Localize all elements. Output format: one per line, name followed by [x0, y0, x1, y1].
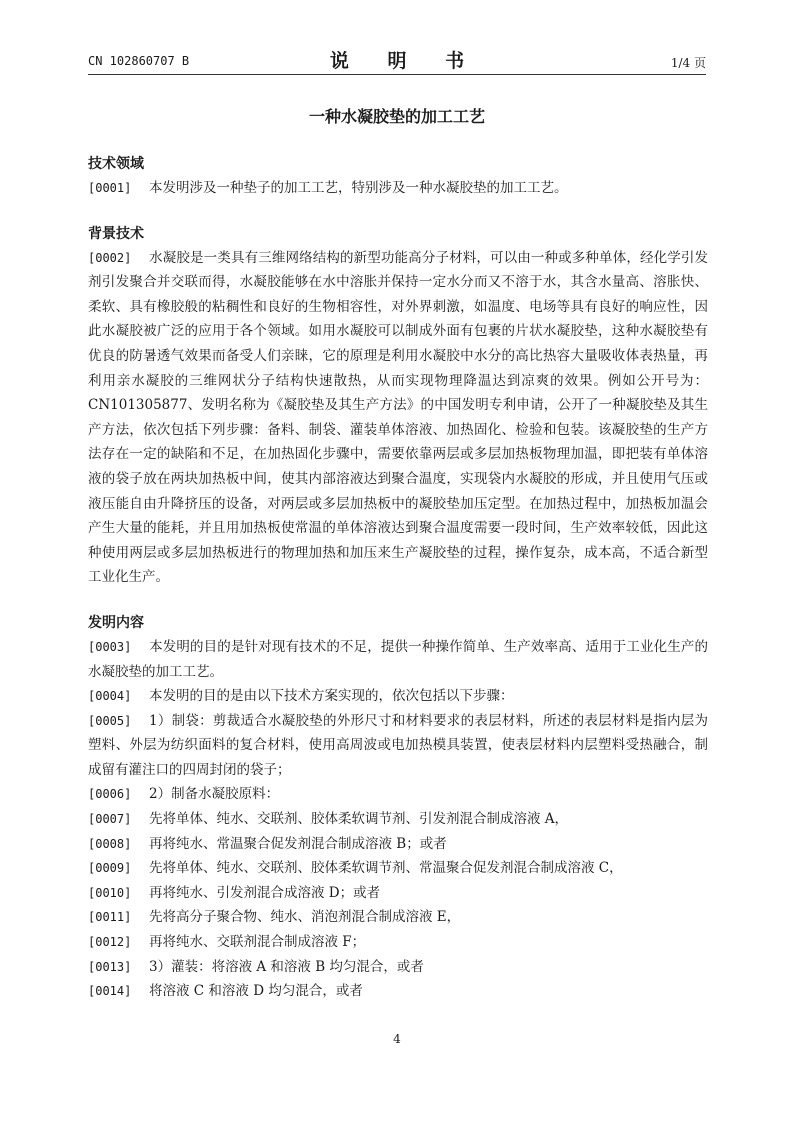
paragraph-text: 1）制袋：剪裁适合水凝胶垫的外形尺寸和材料要求的表层材料，所述的表层材料是指内层为塑料、外层为纺织面料的复合材料，使用高周波或电加热模具装置，使表层材料内层塑料受热融合，制成留有灌注口的四周封闭的袋子；: [88, 712, 708, 778]
section-heading: 技术领域: [88, 156, 144, 172]
paragraph: [88, 684, 708, 709]
page-number: 4: [393, 1032, 401, 1046]
patent-number: CN 102860707 B: [88, 54, 190, 68]
paragraph-number: [0009]: [88, 861, 132, 876]
paragraph-text: 再将纯水、常温聚合促发剂混合制成溶液 B；或者: [149, 835, 447, 852]
paragraph-text: 先将高分子聚合物、纯水、消泡剂混合制成溶液 E，: [149, 909, 461, 926]
paragraph: [88, 176, 708, 201]
paragraph-text: 本发明的目的是由以下技术方案实现的，依次包括以下步骤：: [149, 688, 514, 705]
paragraph-number: [0012]: [88, 935, 132, 950]
document-body: [88, 152, 708, 1004]
paragraph-number: [0008]: [88, 836, 132, 851]
page-header: [88, 44, 706, 74]
page-indicator: 1/4 页: [670, 56, 706, 70]
paragraph: [88, 807, 708, 832]
paragraph-text: 3）灌装：将溶液 A 和溶液 B 均匀混合，或者: [149, 958, 424, 975]
paragraph: [88, 905, 708, 930]
paragraph-number: [0003]: [88, 639, 132, 654]
paragraph: [88, 979, 708, 1004]
section-heading: 背景技术: [88, 225, 144, 242]
paragraph-text: 2）制备水凝胶原料：: [149, 786, 280, 803]
paragraph-text: 水凝胶是一类具有三维网络结构的新型功能高分子材料，可以由一种或多种单体，经化学引发剂引发聚合并交联而得，水凝胶能够在水中溶胀并保持一定水分而又不溶于水，其含水量高、溶胀快、柔软、具有橡胶般的粘稠性和良好的生物相容性，对外界刺激，如温度、电场等具有良好的响应性，因此水凝胶被广泛的应用于各个领域。如用水凝胶可以制成外面有包裹的片状水凝胶垫，这种水凝胶垫有优良的防暑透气效果而备受人们亲睐，它的原理是利用水凝胶中水分的高比热容大量吸收体表热量，再利用亲水凝胶的三维网状分子结构快速散热，从而实现物理降温达到凉爽的效果。例如公开号为：CN101305877、发明名称为《凝胶垫及其生产方法》的中国发明专利申请，公开了一种凝胶垫及其生产方法，依次包括下列步骤：备料、制袋、灌装单体溶液、加热固化、检验和包装。该凝胶垫的生产方法存在一定的缺陷和不足，在加热固化步骤中，需要依靠两层或多层加热板物理加温，即把装有单体溶液的袋子放在两块加热板中间，使其内部溶液达到聚合温度，实现袋内水凝胶的形成，并且使用气压或液压能自由升降挤压的设备，对两层或多层加热板中的凝胶垫加压定型。在加热过程中，加热板加温会产生大量的能耗，并且用加热板使常温的单体溶液达到聚合温度需要一段时间，生产效率较低，因此这种使用两层或多层加热板进行的物理加热和加压来生产凝胶垫的过程，操作复杂，成本高，不适合新型工业化生产。: [88, 249, 708, 586]
paragraph: [88, 930, 708, 955]
paragraph-text: 将溶液 C 和溶液 D 均匀混合，或者: [149, 983, 363, 1000]
paragraph-number: [0007]: [88, 812, 132, 827]
document-title: 一种水凝胶垫的加工工艺: [308, 107, 485, 126]
paragraph-number: [0011]: [88, 910, 132, 925]
section-heading: 发明内容: [88, 614, 144, 631]
section-spacer: [88, 201, 708, 222]
paragraph-text: 本发明涉及一种垫子的加工工艺，特别涉及一种水凝胶垫的加工工艺。: [149, 180, 568, 196]
paragraph: [88, 955, 708, 980]
paragraph: [88, 832, 708, 857]
paragraph: [88, 856, 708, 881]
paragraph-number: [0001]: [88, 181, 132, 195]
paragraph: [88, 881, 708, 906]
paragraph-number: [0006]: [88, 787, 132, 802]
paragraph-text: 先将单体、纯水、交联剂、胶体柔软调节剂、常温聚合促发剂混合制成溶液 C，: [149, 860, 623, 877]
paragraph-text: 再将纯水、引发剂混合成溶液 D；或者: [149, 884, 381, 901]
paragraph-number: [0005]: [88, 713, 132, 728]
paragraph-number: [0013]: [88, 959, 132, 974]
paragraph: [88, 709, 708, 783]
paragraph-number: [0014]: [88, 984, 132, 999]
paragraph-text: 先将单体、纯水、交联剂、胶体柔软调节剂、引发剂混合制成溶液 A，: [149, 811, 569, 828]
paragraph-text: 再将纯水、交联剂混合制成溶液 F；: [149, 934, 366, 951]
paragraph-text: 本发明的目的是针对现有技术的不足，提供一种操作简单、生产效率高、适用于工业化生产的水凝胶垫的加工工艺。: [88, 638, 708, 680]
paragraph-number: [0002]: [88, 250, 132, 265]
section-spacer: [88, 590, 708, 611]
header-divider: [88, 74, 706, 75]
paragraph: [88, 635, 708, 684]
paragraph: [88, 246, 708, 590]
paragraph-number: [0010]: [88, 885, 132, 900]
paragraph-number: [0004]: [88, 689, 132, 704]
paragraph: [88, 782, 708, 807]
document-type: 说 明 书: [329, 50, 481, 72]
